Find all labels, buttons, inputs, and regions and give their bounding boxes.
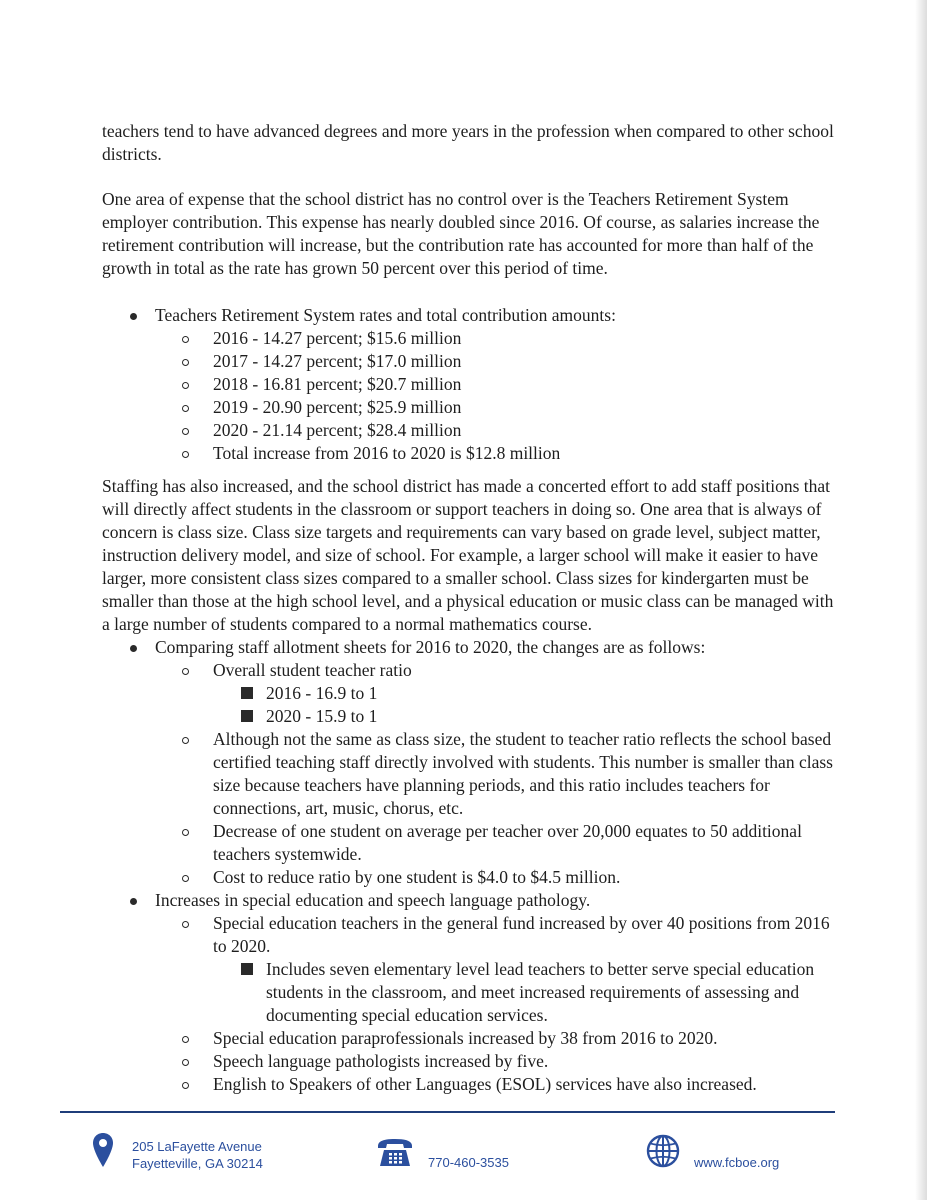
intro-paragraph: teachers tend to have advanced degrees and more years in the profession when compared to other school districts. [102,121,834,164]
list-item [155,866,837,889]
list-item [102,889,837,1096]
sped-list-heading: Increases in special education and speech language pathology. [155,890,591,910]
sped-teachers: Special education teachers in the general fund increased by over 40 positions from 2016 to 2020. [213,913,830,956]
list-item [155,728,837,820]
staffing-paragraph: Staffing has also increased, and the school district has made a concerted effort to add staff positions that will directly affect students in the classroom or support teachers in doing so. One area that is always of concern is class size. Class size targets and requirements can vary based on grade level, subject matter, instruction delivery model, and size of school. For example, a larger school will make it easier to have larger, more consistent class sizes compared to a smaller school. Class sizes for kindergarten must be smaller than those at the high school level, and a physical education or music class can be managed with a large number of students compared to a normal mathematics course. [102,476,834,634]
circle-bullet-icon [182,451,189,458]
ratio-list [213,682,837,728]
trs-bullet-list [102,304,837,465]
list-item [213,682,837,705]
ratio-2020: 2020 - 15.9 to 1 [266,706,378,726]
sped-teachers-detail: Includes seven elementary level lead teachers to better serve special education students in the classroom, and meet increased requirements of assessing and documenting special education services. [266,959,815,1025]
staff-list-heading: Comparing staff allotment sheets for 2016 to 2020, the changes are as follows: [155,637,706,657]
sped-sub-list [155,912,837,1096]
list-item [155,396,837,419]
circle-bullet-icon [182,382,189,389]
address-line-2: Fayetteville, GA 30214 [132,1156,263,1171]
circle-bullet-icon [182,1082,189,1089]
trs-rate-2019: 2019 - 20.90 percent; $25.9 million [213,397,462,417]
staff-bullet-list [102,636,837,1096]
ratio-cost-note: Cost to reduce ratio by one student is $4.0 to $4.5 million. [213,867,621,887]
trs-rate-list [155,327,837,465]
list-item [155,820,837,866]
footer-divider [60,1111,835,1113]
footer-website[interactable]: www.fcboe.org [694,1155,780,1170]
list-item [155,373,837,396]
circle-bullet-icon [182,829,189,836]
circle-bullet-icon [182,875,189,882]
footer-phone[interactable]: 770-460-3535 [428,1155,509,1170]
trs-rate-2017: 2017 - 14.27 percent; $17.0 million [213,351,462,371]
staff-sub-list [155,659,837,889]
bullet-icon [130,645,137,652]
list-item [155,442,837,465]
circle-bullet-icon [182,359,189,366]
trs-paragraph: One area of expense that the school district has no control over is the Teachers Retirement System employer contribution. This expense has nearly doubled since 2016. Of course, as salaries increase the retirement contribution will increase, but the contribution rate has accounted for more than half of the growth in total as the rate has grown 50 percent over this period of time. [102,189,820,278]
circle-bullet-icon [182,737,189,744]
page-footer [0,1130,927,1180]
ratio-decrease-note: Decrease of one student on average per teacher over 20,000 equates to 50 additional teachers systemwide. [213,821,802,864]
square-bullet-icon [241,687,253,699]
circle-bullet-icon [182,405,189,412]
list-item [155,419,837,442]
square-bullet-icon [241,710,253,722]
trs-total-increase: Total increase from 2016 to 2020 is $12.8 million [213,443,561,463]
list-item [213,705,837,728]
trs-rate-2020: 2020 - 21.14 percent; $28.4 million [213,420,462,440]
telephone-icon [376,1138,414,1172]
trs-list-heading: Teachers Retirement System rates and total contribution amounts: [155,305,616,325]
ratio-note: Although not the same as class size, the student to teacher ratio reflects the school based certified teaching staff directly involved with students. This number is smaller than class size because teachers have planning periods, and this ratio includes teachers for connections, art, music, chorus, etc. [213,729,833,818]
circle-bullet-icon [182,336,189,343]
speech-pathologists: Speech language pathologists increased by five. [213,1051,549,1071]
list-item [155,350,837,373]
circle-bullet-icon [182,668,189,675]
list-item [155,1027,837,1050]
list-item [155,1073,837,1096]
esol-services: English to Speakers of other Languages (ESOL) services have also increased. [213,1074,757,1094]
square-bullet-icon [241,963,253,975]
ratio-heading: Overall student teacher ratio [213,660,412,680]
list-item [155,659,837,728]
footer-address [132,1138,263,1172]
bullet-icon [130,898,137,905]
trs-rate-2016: 2016 - 14.27 percent; $15.6 million [213,328,462,348]
circle-bullet-icon [182,428,189,435]
circle-bullet-icon [182,1036,189,1043]
scan-edge [915,0,927,1200]
trs-rate-2018: 2018 - 16.81 percent; $20.7 million [213,374,462,394]
bullet-icon [130,313,137,320]
circle-bullet-icon [182,1059,189,1066]
sped-paraprofessionals: Special education paraprofessionals increased by 38 from 2016 to 2020. [213,1028,718,1048]
page-body [102,120,837,1096]
list-item [155,1050,837,1073]
ratio-2016: 2016 - 16.9 to 1 [266,683,378,703]
list-item [155,327,837,350]
list-item [102,304,837,465]
sped-teachers-detail-list [213,958,837,1027]
list-item [155,912,837,1027]
list-item [213,958,837,1027]
list-item [102,636,837,889]
location-pin-icon [92,1132,114,1172]
circle-bullet-icon [182,921,189,928]
address-line-1: 205 LaFayette Avenue [132,1139,262,1154]
globe-icon [646,1134,680,1172]
